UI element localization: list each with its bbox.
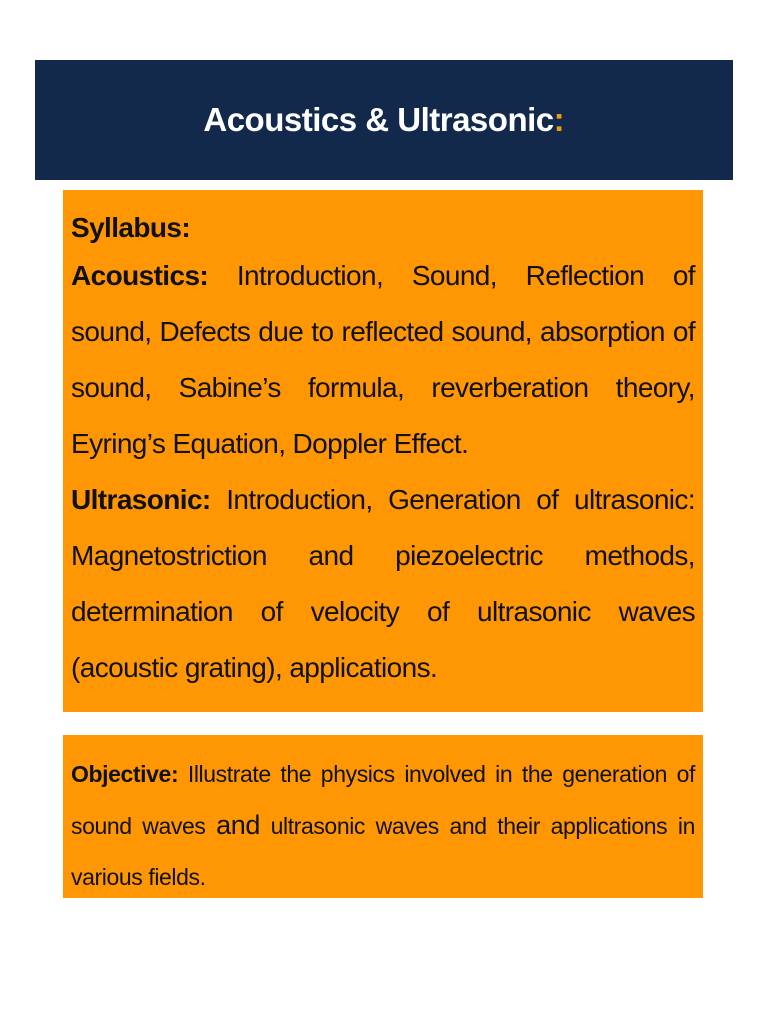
syllabus-box [63, 190, 703, 712]
objective-text-part1: Illustrate the physics involved in the generation of sound waves [71, 761, 695, 839]
objective-and-word: and [216, 810, 260, 840]
page-title: Acoustics & Ultrasonic [203, 101, 554, 138]
objective-label: Objective: [71, 761, 179, 787]
objective-paragraph [71, 749, 695, 903]
title-colon: : [553, 101, 565, 138]
objective-text-part2: ultrasonic waves and their applications in various fields. [71, 813, 695, 890]
acoustics-paragraph [71, 248, 695, 472]
ultrasonic-label: Ultrasonic: [71, 484, 211, 515]
acoustics-label: Acoustics: [71, 260, 209, 291]
ultrasonic-text: Introduction, Generation of ultrasonic: Magnetostriction and piezoelectric methods, determination of velocity of ultrasonic waves (acoustic grating), applications. [71, 484, 695, 683]
acoustics-text: Introduction, Sound, Reflection of sound, Defects due to reflected sound, absorption of sound, Sabine’s formula, reverberation theory, Eyring’s Equation, Doppler Effect. [71, 260, 695, 459]
objective-box [63, 735, 703, 898]
title-banner [35, 60, 733, 180]
syllabus-heading: Syllabus: [71, 212, 191, 243]
ultrasonic-paragraph [71, 472, 695, 696]
